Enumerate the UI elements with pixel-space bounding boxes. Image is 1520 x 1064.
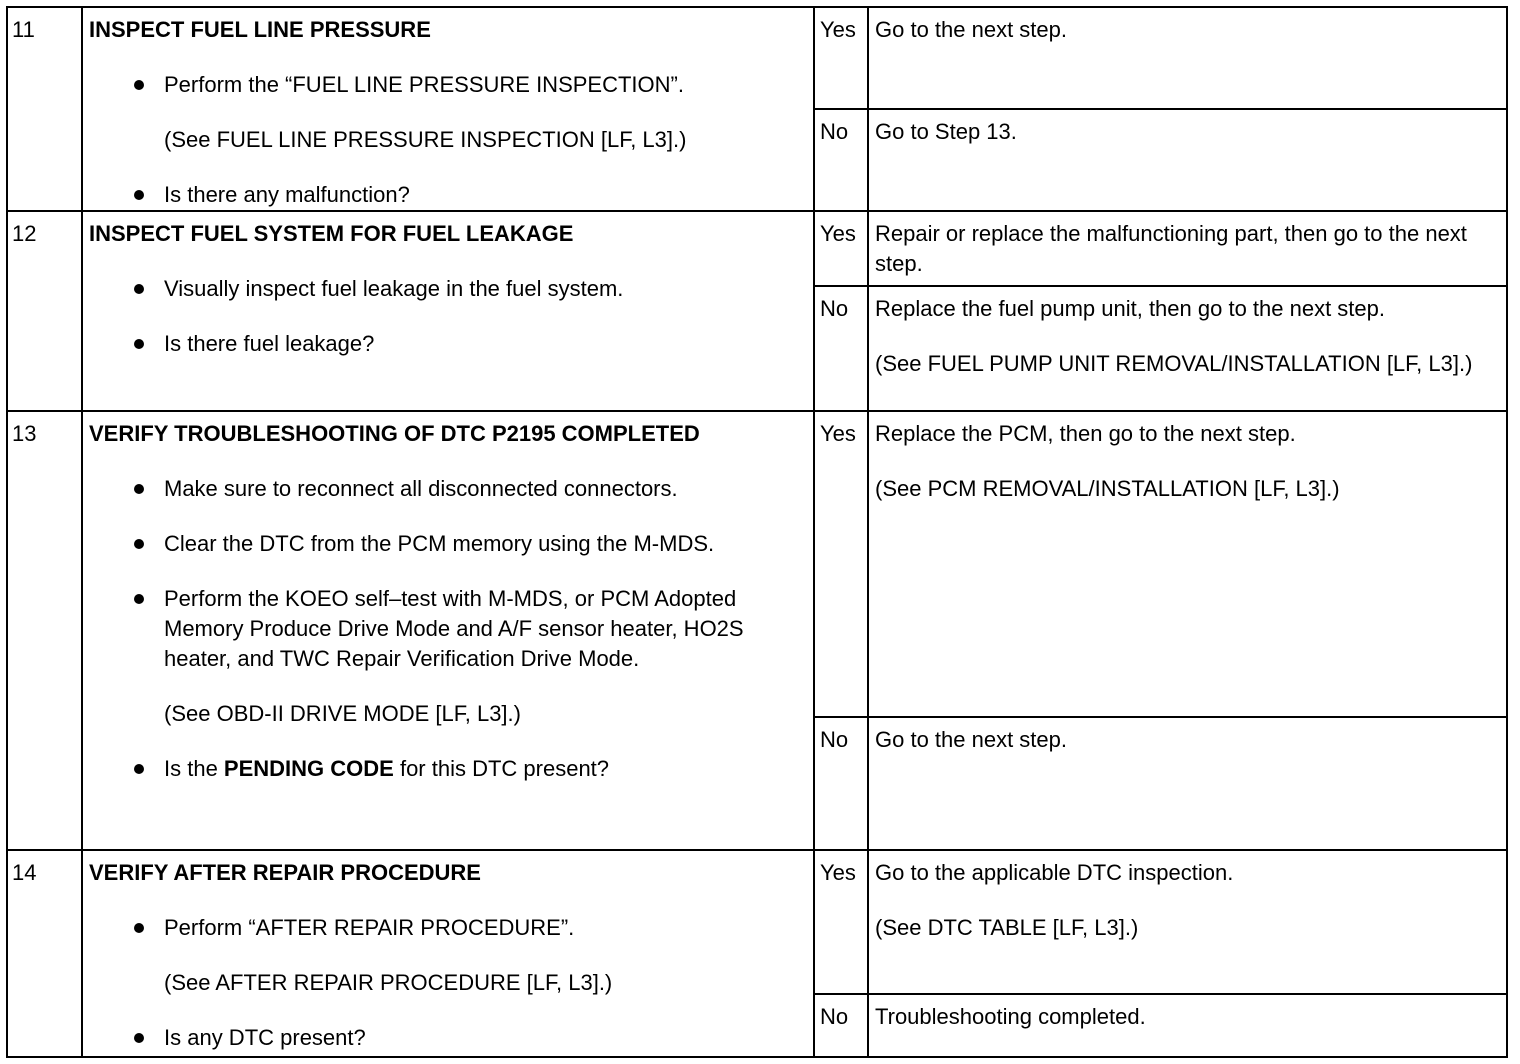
step-description (83, 412, 815, 849)
answer-label: Yes (815, 212, 869, 285)
answer-yes (815, 412, 1506, 718)
answer-yes (815, 8, 1506, 110)
bullet-icon (134, 284, 144, 294)
item-text (164, 182, 410, 207)
action-paragraph: Replace the fuel pump unit, then go to the next step. (875, 296, 1386, 321)
answer-action (869, 412, 1506, 716)
text-segment: (See FUEL LINE PRESSURE INSPECTION [LF, L3].) (164, 127, 687, 152)
bullet-icon (134, 1033, 144, 1043)
bullet-item (89, 474, 803, 504)
bullet-item (89, 70, 803, 100)
bullet-item (89, 529, 803, 559)
text-segment: Perform the “FUEL LINE PRESSURE INSPECTION”. (164, 72, 684, 97)
text-segment: Clear the DTC from the PCM memory using the M-MDS. (164, 531, 715, 556)
bullet-item (89, 584, 803, 674)
text-segment: Is any DTC present? (164, 1025, 366, 1050)
step-title: INSPECT FUEL LINE PRESSURE (89, 17, 431, 42)
answer-no (815, 995, 1506, 1056)
bullet-icon (134, 339, 144, 349)
action-paragraph: Go to the applicable DTC inspection. (875, 860, 1234, 885)
bullet-item (89, 274, 803, 304)
bullet-item (89, 754, 803, 784)
answer-no (815, 718, 1506, 849)
text-segment: Is there fuel leakage? (164, 331, 375, 356)
answer-label: No (815, 110, 869, 210)
answer-action (869, 8, 1506, 108)
bullet-icon (134, 764, 144, 774)
action-paragraph: Go to the next step. (875, 17, 1068, 42)
text-segment: Perform “AFTER REPAIR PROCEDURE”. (164, 915, 575, 940)
bullet-icon (134, 80, 144, 90)
text-segment: (See AFTER REPAIR PROCEDURE [LF, L3].) (164, 970, 613, 995)
action-paragraph: Replace the PCM, then go to the next step. (875, 421, 1296, 446)
answers (815, 212, 1506, 410)
item-text (164, 476, 678, 501)
step-title: VERIFY TROUBLESHOOTING OF DTC P2195 COMPLETED (89, 421, 700, 446)
bullet-item (89, 913, 803, 943)
action-paragraph: (See FUEL PUMP UNIT REMOVAL/INSTALLATION [LF, L3].) (875, 351, 1473, 376)
reference-note (89, 699, 803, 729)
text-segment: for this DTC present? (393, 756, 610, 781)
step-title: VERIFY AFTER REPAIR PROCEDURE (89, 860, 481, 885)
step-title: INSPECT FUEL SYSTEM FOR FUEL LEAKAGE (89, 221, 574, 246)
action-paragraph: Go to Step 13. (875, 119, 1017, 144)
step-number: 13 (8, 412, 83, 849)
item-text (164, 970, 612, 995)
step-row (8, 212, 1506, 412)
text-segment: Perform the KOEO self–test with M-MDS, or PCM Adopted Memory Produce Drive Mode and A/F sensor heater, HO2S heater, and TWC Repair Verification Drive Mode. (164, 586, 744, 671)
troubleshooting-table (6, 6, 1508, 1058)
reference-note (89, 968, 803, 998)
answer-label: Yes (815, 412, 869, 716)
answer-action (869, 212, 1506, 285)
answers (815, 8, 1506, 210)
bullet-item (89, 1023, 803, 1053)
item-text (164, 915, 574, 940)
text-segment: (See OBD-II DRIVE MODE [LF, L3].) (164, 701, 521, 726)
text-segment: Is the (164, 756, 224, 781)
answer-action (869, 851, 1506, 993)
bullet-item (89, 180, 803, 210)
bullet-icon (134, 190, 144, 200)
item-text (164, 586, 744, 671)
item-text (164, 701, 521, 726)
answer-yes (815, 212, 1506, 287)
answer-action (869, 718, 1506, 849)
text-segment: Make sure to reconnect all disconnected connectors. (164, 476, 678, 501)
bullet-icon (134, 539, 144, 549)
action-paragraph: Troubleshooting completed. (875, 1004, 1146, 1029)
emphasis-text: PENDING CODE (223, 756, 394, 781)
reference-note (89, 125, 803, 155)
text-segment: Visually inspect fuel leakage in the fuel system. (164, 276, 624, 301)
bullet-icon (134, 484, 144, 494)
answer-label: No (815, 718, 869, 849)
step-number: 12 (8, 212, 83, 410)
answer-no (815, 110, 1506, 210)
item-text (164, 127, 686, 152)
answer-action (869, 110, 1506, 210)
item-text (164, 276, 623, 301)
answer-yes (815, 851, 1506, 995)
bullet-item (89, 329, 803, 359)
answer-label: No (815, 287, 869, 410)
item-text (164, 1025, 366, 1050)
item-text (164, 756, 609, 781)
answer-label: Yes (815, 8, 869, 108)
answers (815, 412, 1506, 849)
answer-action (869, 287, 1506, 410)
answers (815, 851, 1506, 1056)
item-text (164, 72, 684, 97)
action-paragraph: (See DTC TABLE [LF, L3].) (875, 915, 1139, 940)
item-text (164, 331, 374, 356)
answer-label: Yes (815, 851, 869, 993)
step-number: 14 (8, 851, 83, 1056)
answer-label: No (815, 995, 869, 1056)
action-paragraph: Repair or replace the malfunctioning part, then go to the next step. (875, 221, 1467, 276)
step-row (8, 851, 1506, 1056)
step-description (83, 212, 815, 410)
step-row (8, 8, 1506, 212)
action-paragraph: Go to the next step. (875, 727, 1068, 752)
step-description (83, 8, 815, 210)
bullet-icon (134, 594, 144, 604)
step-description (83, 851, 815, 1056)
item-text (164, 531, 714, 556)
step-row (8, 412, 1506, 851)
answer-action (869, 995, 1506, 1056)
text-segment: Is there any malfunction? (164, 182, 410, 207)
answer-no (815, 287, 1506, 410)
bullet-icon (134, 923, 144, 933)
action-paragraph: (See PCM REMOVAL/INSTALLATION [LF, L3].) (875, 476, 1340, 501)
step-number: 11 (8, 8, 83, 210)
